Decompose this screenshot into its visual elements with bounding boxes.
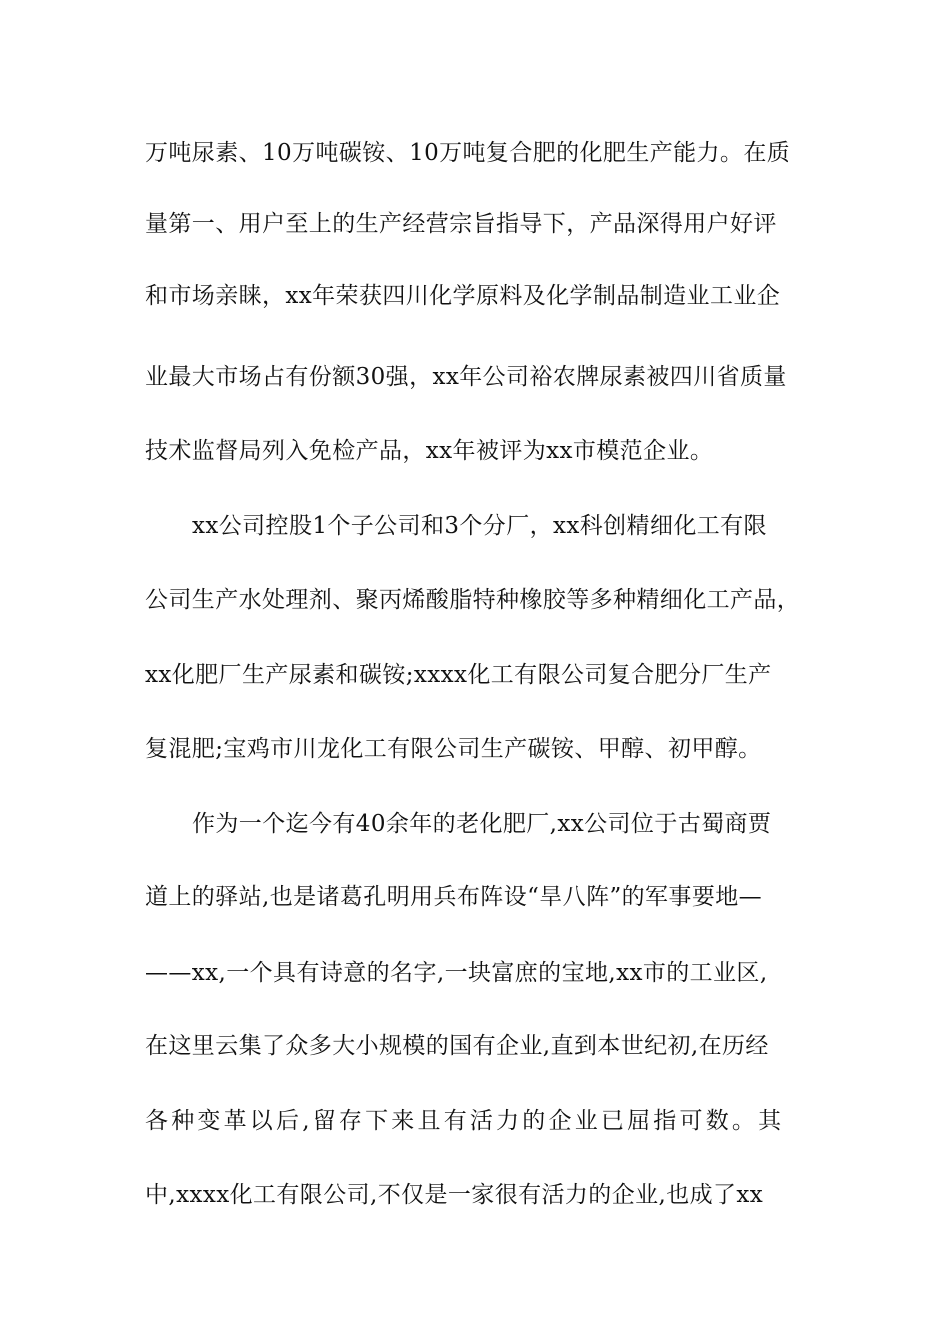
text-line: ——xx,一个具有诗意的名字,一块富庶的宝地,xx市的工业区,	[145, 960, 768, 986]
text-line: 道上的驿站,也是诸葛孔明用兵布阵设“旱八阵”的军事要地—	[145, 884, 763, 910]
text-line: xx化肥厂生产尿素和碳铵;xxxx化工有限公司复合肥分厂生产	[145, 662, 772, 688]
text-line: 各种变革以后,留存下来且有活力的企业已屈指可数。其	[145, 1108, 785, 1134]
paragraph-first-line: 作为一个迄今有40余年的老化肥厂,xx公司位于古蜀商贾	[192, 811, 772, 837]
text-line: 业最大市场占有份额30强，xx年公司裕农牌尿素被四川省质量	[145, 364, 787, 390]
text-line: 技术监督局列入免检产品，xx年被评为xx市模范企业。	[145, 438, 714, 464]
text-line: 公司生产水处理剂、聚丙烯酸脂特种橡胶等多种精细化工产品，	[145, 587, 801, 613]
text-line: 复混肥;宝鸡市川龙化工有限公司生产碳铵、甲醇、初甲醇。	[145, 736, 762, 762]
text-line: 和市场亲睐，xx年荣获四川化学原料及化学制品制造业工业企	[145, 283, 781, 309]
text-line: 量第一、用户至上的生产经营宗旨指导下，产品深得用户好评	[145, 211, 777, 237]
text-line: 中,xxxx化工有限公司,不仅是一家很有活力的企业,也成了xx	[145, 1182, 764, 1208]
text-line: 在这里云集了众多大小规模的国有企业,直到本世纪初,在历经	[145, 1033, 769, 1059]
text-line: 万吨尿素、10万吨碳铵、10万吨复合肥的化肥生产能力。在质	[145, 140, 791, 166]
paragraph-first-line: xx公司控股1个子公司和3个分厂，xx科创精细化工有限	[192, 513, 767, 539]
